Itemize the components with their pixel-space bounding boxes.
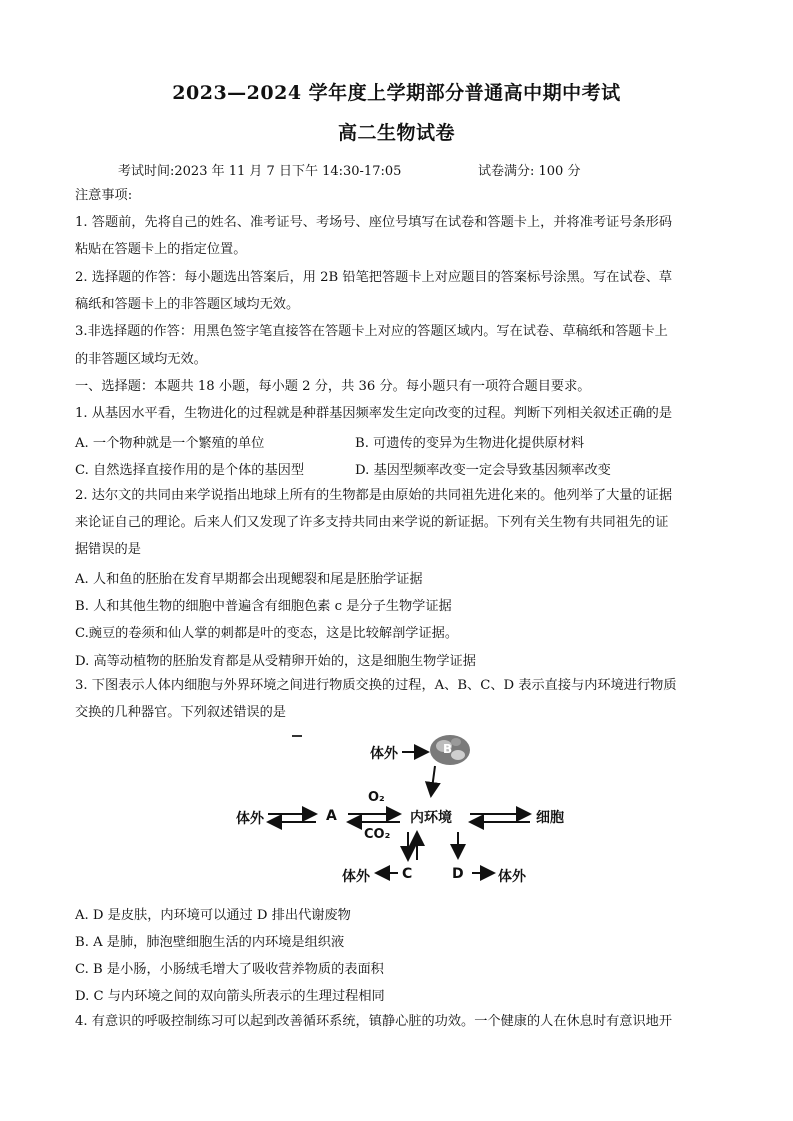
exam-title: 2023—2024 学年度上学期部分普通高中期中考试 — [172, 82, 621, 104]
q3-option-b: B. A 是肺，肺泡壁细胞生活的内环境是组织液 — [75, 935, 345, 950]
exam-subtitle: 高二生物试卷 — [337, 122, 455, 144]
label-cell: 细胞 — [536, 810, 564, 826]
q3-option-c: C. B 是小肠，小肠绒毛增大了吸收营养物质的表面积 — [75, 962, 384, 977]
label-internal-env: 内环境 — [410, 810, 452, 826]
exam-time: 考试时间:2023 年 11 月 7 日下午 14:30-17:05 — [118, 164, 402, 179]
label-organ-c: C — [402, 866, 413, 882]
note-line: 2. 选择题的作答：每小题选出答案后，用 2B 铅笔把答题卡上对应题目的答案标号涂黑。写在试卷、草 — [75, 270, 673, 285]
exchange-diagram — [230, 730, 590, 894]
note-line: 粘贴在答题卡上的指定位置。 — [75, 242, 247, 257]
note-line: 稿纸和答题卡上的非答题区域均无效。 — [75, 297, 300, 312]
q3-option-a: A. D 是皮肤，内环境可以通过 D 排出代谢废物 — [75, 908, 351, 923]
q3-stem: 3. 下图表示人体内细胞与外界环境之间进行物质交换的过程，A、B、C、D 表示直接与内环境进行物质 — [75, 678, 677, 693]
q2-stem: 2. 达尔文的共同由来学说指出地球上所有的生物都是由原始的共同祖先进化来的。他列举了大量的证据 — [75, 488, 673, 503]
label-organ-b: B — [443, 742, 453, 756]
label-organ-d: D — [452, 866, 464, 882]
q2-stem: 来论证自己的理论。后来人们又发现了许多支持共同由来学说的新证据。下列有关生物有共同祖先的证 — [75, 515, 669, 530]
notes-heading: 注意事项: — [75, 188, 133, 203]
q2-option-a: A. 人和鱼的胚胎在发育早期都会出现鳃裂和尾是胚胎学证据 — [75, 572, 423, 587]
note-line: 1. 答题前，先将自己的姓名、准考证号、考场号、座位号填写在试卷和答题卡上，并将准考证号条形码 — [75, 215, 673, 230]
label-co2: CO₂ — [364, 827, 391, 842]
q2-option-d: D. 高等动植物的胚胎发育都是从受精卵开始的，这是细胞生物学证据 — [75, 654, 476, 669]
q1-option-c: C. 自然选择直接作用的是个体的基因型 — [75, 463, 305, 478]
q4-stem: 4. 有意识的呼吸控制练习可以起到改善循环系统，镇静心脏的功效。一个健康的人在休息时有意识地开 — [75, 1014, 673, 1029]
q2-option-b: B. 人和其他生物的细胞中普遍含有细胞色素 c 是分子生物学证据 — [75, 599, 452, 614]
label-outside-top: 体外 — [370, 746, 398, 762]
full-score: 试卷满分: 100 分 — [478, 164, 581, 179]
q2-stem: 据错误的是 — [75, 542, 141, 557]
q2-option-c: C.豌豆的卷须和仙人掌的刺都是叶的变态，这是比较解剖学证据。 — [75, 626, 459, 641]
q1-option-b: B. 可遗传的变异为生物进化提供原材料 — [355, 436, 585, 451]
q3-option-d: D. C 与内环境之间的双向箭头所表示的生理过程相同 — [75, 989, 385, 1004]
label-outside-d: 体外 — [498, 869, 526, 885]
note-line: 3.非选择题的作答：用黑色签字笔直接答在答题卡上对应的答题区域内。写在试卷、草稿纸和答题卡上 — [75, 324, 668, 339]
label-outside-c: 体外 — [342, 869, 370, 885]
label-outside-left: 体外 — [236, 811, 264, 827]
q3-stem: 交换的几种器官。下列叙述错误的是 — [75, 705, 286, 720]
q1-option-a: A. 一个物种就是一个繁殖的单位 — [75, 436, 265, 451]
label-organ-a: A — [326, 808, 337, 824]
section-heading: 一、选择题：本题共 18 小题，每小题 2 分，共 36 分。每小题只有一项符合题目要求。 — [75, 379, 591, 394]
arrow-b-to-env — [431, 766, 435, 796]
note-line: 的非答题区域均无效。 — [75, 352, 207, 367]
label-o2: O₂ — [368, 790, 385, 805]
q1-stem: 1. 从基因水平看，生物进化的过程就是种群基因频率发生定向改变的过程。判断下列相关叙述正确的是 — [75, 406, 673, 421]
q1-option-d: D. 基因型频率改变一定会导致基因频率改变 — [355, 463, 611, 478]
